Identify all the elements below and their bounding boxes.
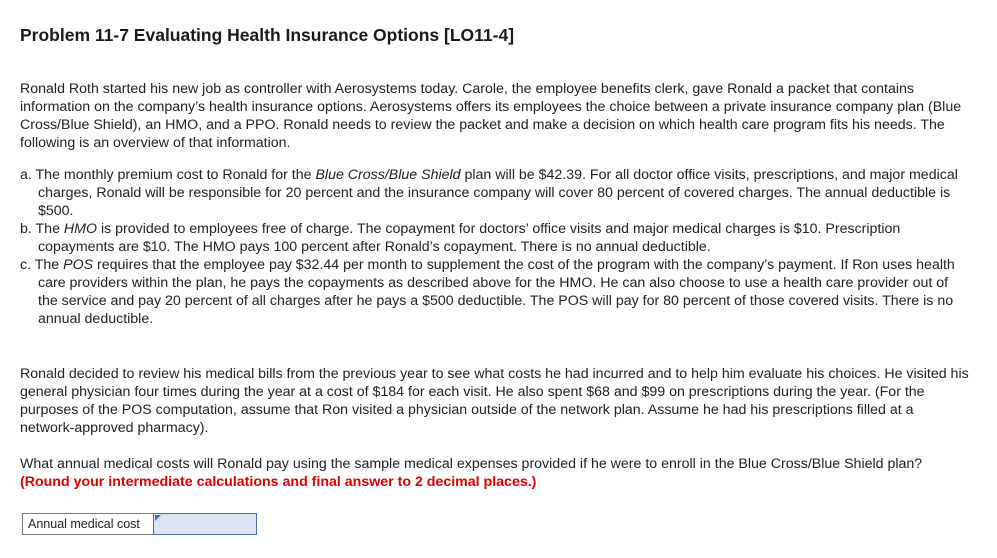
option-a-prefix: a. The monthly premium cost to Ronald for the [20, 167, 316, 183]
option-b-hmo [20, 220, 970, 256]
page-title: Problem 11-7 Evaluating Health Insurance Options [LO11-4] [20, 25, 515, 45]
question-text: What annual medical costs will Ronald pay using the sample medical expenses provided if he were to enroll in the Blue Cross/Blue Shield plan? [20, 456, 923, 472]
plan-options-list [20, 166, 970, 328]
option-c-prefix: c. The [20, 257, 64, 273]
intro-paragraph: Ronald Roth started his new job as controller with Aerosystems today. Carole, the employee benefits clerk, gave Ronald a packet that contains information on the company’s health insurance options. Aerosystems offers its employees the choice between a private insurance company plan (Blue Cross/Blue Shield), an HMO, and a PPO. Ronald needs to review the packet and make a decision on which health care program fits his needs. The following is an overview of that information. [20, 81, 962, 151]
option-b-suffix: is provided to employees free of charge. The copayment for doctors’ office visits and major medical charges is $10. Prescription copayments are $10. The HMO pays 100 percent after Ronald’s copayment. There is no annual deductible. [38, 221, 901, 255]
annual-medical-cost-field[interactable] [153, 513, 257, 535]
option-a-plan-name: Blue Cross/Blue Shield [315, 167, 461, 183]
answer-row [22, 513, 257, 535]
option-b-prefix: b. The [20, 221, 64, 237]
option-a-suffix: plan will be $42.39. For all doctor office visits, prescriptions, and major medical charges, Ronald will be responsible for 20 percent and the insurance company will cover 80 percent of covered charges. The annual deductible is $500. [38, 167, 958, 219]
input-flag-icon [155, 515, 161, 521]
option-c-pos [20, 256, 970, 328]
option-c-suffix: requires that the employee pay $32.44 per month to supplement the cost of the program with the company’s payment. If Ron uses health care providers within the plan, he pays the copayments as described above for the HMO. He can also choose to use a health care provider out of the service and pay 20 percent of all charges after he pays a $500 deductible. The POS will pay for 80 percent of those covered visits. There is no annual deductible. [38, 257, 955, 327]
option-b-plan-name: HMO [63, 221, 98, 237]
annual-medical-cost-input[interactable] [153, 513, 257, 535]
option-a-blue-cross [20, 166, 970, 220]
question-paragraph [20, 455, 970, 491]
medical-bills-paragraph: Ronald decided to review his medical bills from the previous year to see what costs he had incurred and to help him evaluate his choices. He visited his general physician four times during the year at a cost of $184 for each visit. He also spent $68 and $99 on prescriptions during the year. (For the purposes of the POS computation, assume that Ron visited a physician outside of the network plan. Assume he had his prescriptions filled at a network-approved pharmacy). [20, 366, 969, 436]
annual-medical-cost-label: Annual medical cost [22, 513, 153, 535]
rounding-hint: (Round your intermediate calculations and final answer to 2 decimal places.) [20, 474, 537, 490]
problem-content [20, 24, 970, 491]
option-c-plan-name: POS [63, 257, 94, 273]
